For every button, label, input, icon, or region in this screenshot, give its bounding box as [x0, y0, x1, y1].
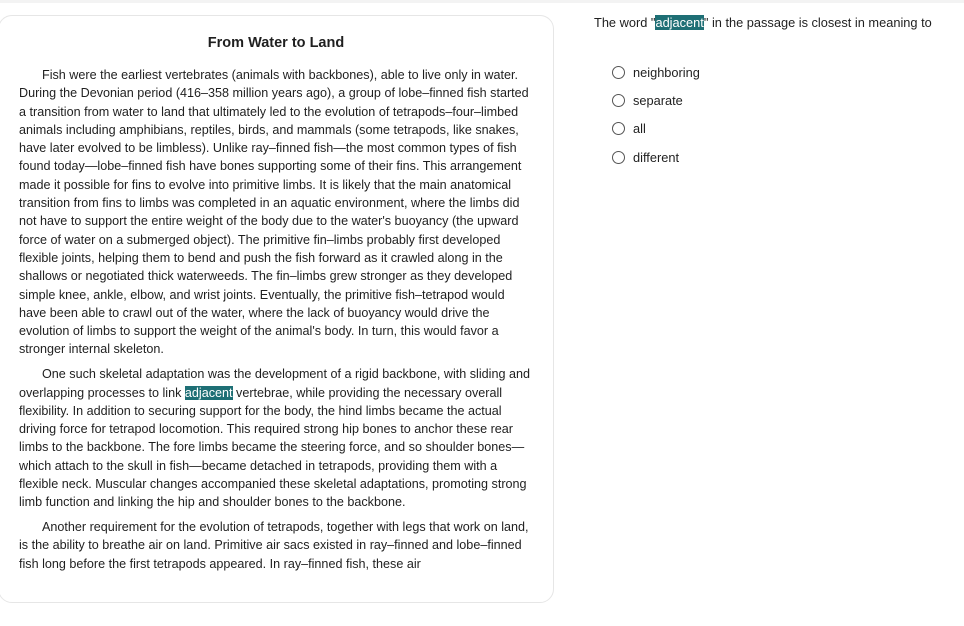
highlighted-word: adjacent [184, 385, 233, 400]
paragraph-2 [19, 365, 535, 511]
option-label[interactable]: all [633, 121, 646, 137]
paragraph-text: One such skeletal adaptation was the development of a rigid backbone, with sliding and overlapping processes to link [19, 367, 530, 400]
paragraph-text: Fish were the earliest vertebrates (animals with backbones), able to live only in water. During the Devonian period (416–358 million years ago), a group of lobe–finned fish started a transition from water to land that ultimately led to the evolution of tetrapods–four–limbed animals including amphibians, reptiles, birds, and mammals (some tetrapods, like snakes, have later evolved to be limbless). Unlike ray–finned fish—the most common types of fish found today—lobe–finned fish have bones supporting some of their fins. This arrangement made it possible for fins to evolve into primitive limbs. It is likely that the main anatomical transition from fins to limbs was completed in an aquatic environment, where the limbs did not have to support the entire weight of the body due to the water's buoyancy (the upward force of water on a submerged object). The primitive fin–limbs probably first developed flexible joints, helping them to bend and push the fish forward as it crawled along in the shallows or negotiated thick waterweeds. The fin–limbs grew stronger as they developed simple knee, ankle, elbow, and wrist joints. Eventually, the primitive fish–tetrapod would have been able to crawl out of the water, where the lack of buoyancy would drive the evolution of limbs to support the weight of the animal's body. In turn, this would favor a stronger internal skeleton. [19, 68, 529, 357]
paragraph-1 [19, 66, 535, 359]
radio-button-icon[interactable] [612, 151, 625, 164]
passage-body [19, 66, 535, 580]
passage-panel[interactable] [0, 15, 554, 603]
radio-button-icon[interactable] [612, 122, 625, 135]
option-neighboring[interactable] [612, 58, 700, 86]
option-label[interactable]: neighboring [633, 64, 700, 80]
top-divider [0, 0, 964, 3]
paragraph-text: vertebrae, while providing the necessary overall flexibility. In addition to securing support for the body, the hind limbs became the actual driving force for tetrapod locomotion. This required strong hip bones to anchor these rear limbs to the backbone. The fore limbs became the steering force, and so shoulder bones—which attach to the skull in fish—became detached in tetrapods, providing them with a flexible neck. Muscular changes accompanied these skeletal adaptations, promoting strong limb function and linking the hip and shoulder bones to the backbone. [19, 385, 527, 510]
question-suffix: " in the passage is closest in meaning to [703, 15, 932, 30]
option-label[interactable]: different [633, 149, 680, 165]
question-prompt [594, 14, 932, 32]
option-different[interactable] [612, 143, 700, 171]
question-prefix: The word " [594, 15, 656, 30]
answer-options [612, 58, 700, 171]
paragraph-3 [19, 518, 535, 573]
radio-button-icon[interactable] [612, 94, 625, 107]
question-highlighted-word: adjacent [655, 15, 704, 30]
option-separate[interactable] [612, 86, 700, 114]
option-label[interactable]: separate [633, 92, 683, 108]
option-all[interactable] [612, 115, 700, 143]
paragraph-text: Another requirement for the evolution of tetrapods, together with legs that work on land, is the ability to breathe air on land. Primitive air sacs existed in ray–finned and lobe–finned fish long before the first tetrapods appeared. In ray–finned fish, these air [19, 520, 529, 571]
passage-title: From Water to Land [207, 35, 345, 51]
radio-button-icon[interactable] [612, 66, 625, 79]
